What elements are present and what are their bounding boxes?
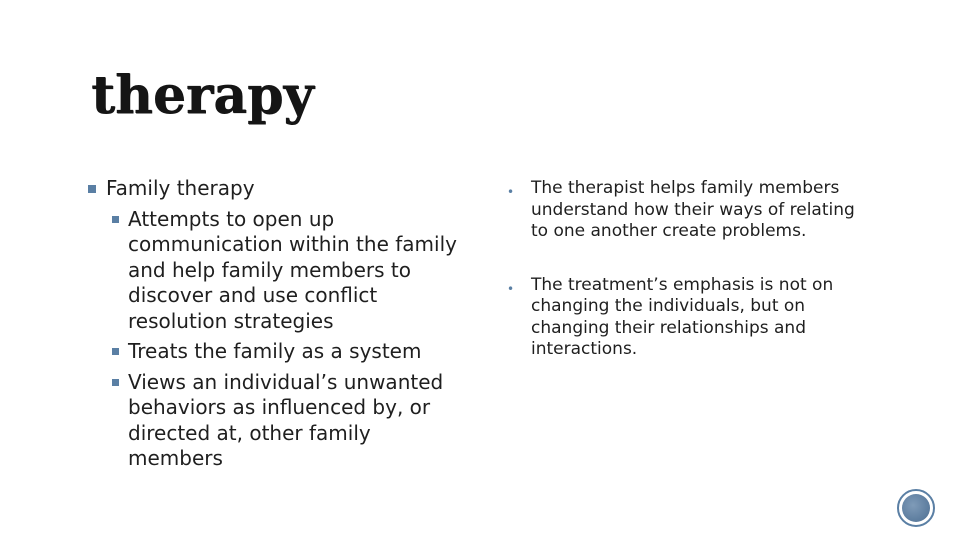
right-list-item bbox=[505, 275, 865, 361]
square-bullet-icon bbox=[112, 348, 119, 355]
slide-title: therapy bbox=[91, 65, 314, 126]
list-item-family-therapy bbox=[88, 176, 468, 202]
square-bullet-icon bbox=[112, 379, 119, 386]
sub-list-item-text: Treats the family as a system bbox=[128, 339, 422, 363]
square-bullet-icon bbox=[88, 185, 96, 193]
left-bullet-list bbox=[88, 176, 468, 472]
list-item-heading: Family therapy bbox=[106, 176, 255, 200]
badge-inner bbox=[902, 494, 930, 522]
sub-list-item bbox=[88, 339, 468, 365]
square-bullet-icon bbox=[112, 216, 119, 223]
right-list-item bbox=[505, 178, 865, 243]
right-bullet-list bbox=[505, 178, 865, 393]
dot-bullet-icon: • bbox=[507, 185, 515, 199]
sub-list-item-text: Attempts to open up communication within the family and help family members to discover and use conflict resolution strategies bbox=[128, 206, 457, 333]
sub-list-item-text: Views an individual’s unwanted behaviors as influenced by, or directed at, other family members bbox=[128, 369, 444, 470]
right-list-item-text: The therapist helps family members understand how their ways of relating to one another create problems. bbox=[531, 178, 855, 241]
sub-list-item bbox=[88, 370, 468, 472]
sub-list-item bbox=[88, 207, 468, 335]
circle-badge-icon bbox=[897, 489, 935, 527]
dot-bullet-icon: • bbox=[507, 281, 515, 296]
right-list-item-text: The treatment’s emphasis is not on changing the individuals, but on changing their relationships and interactions. bbox=[531, 274, 834, 359]
